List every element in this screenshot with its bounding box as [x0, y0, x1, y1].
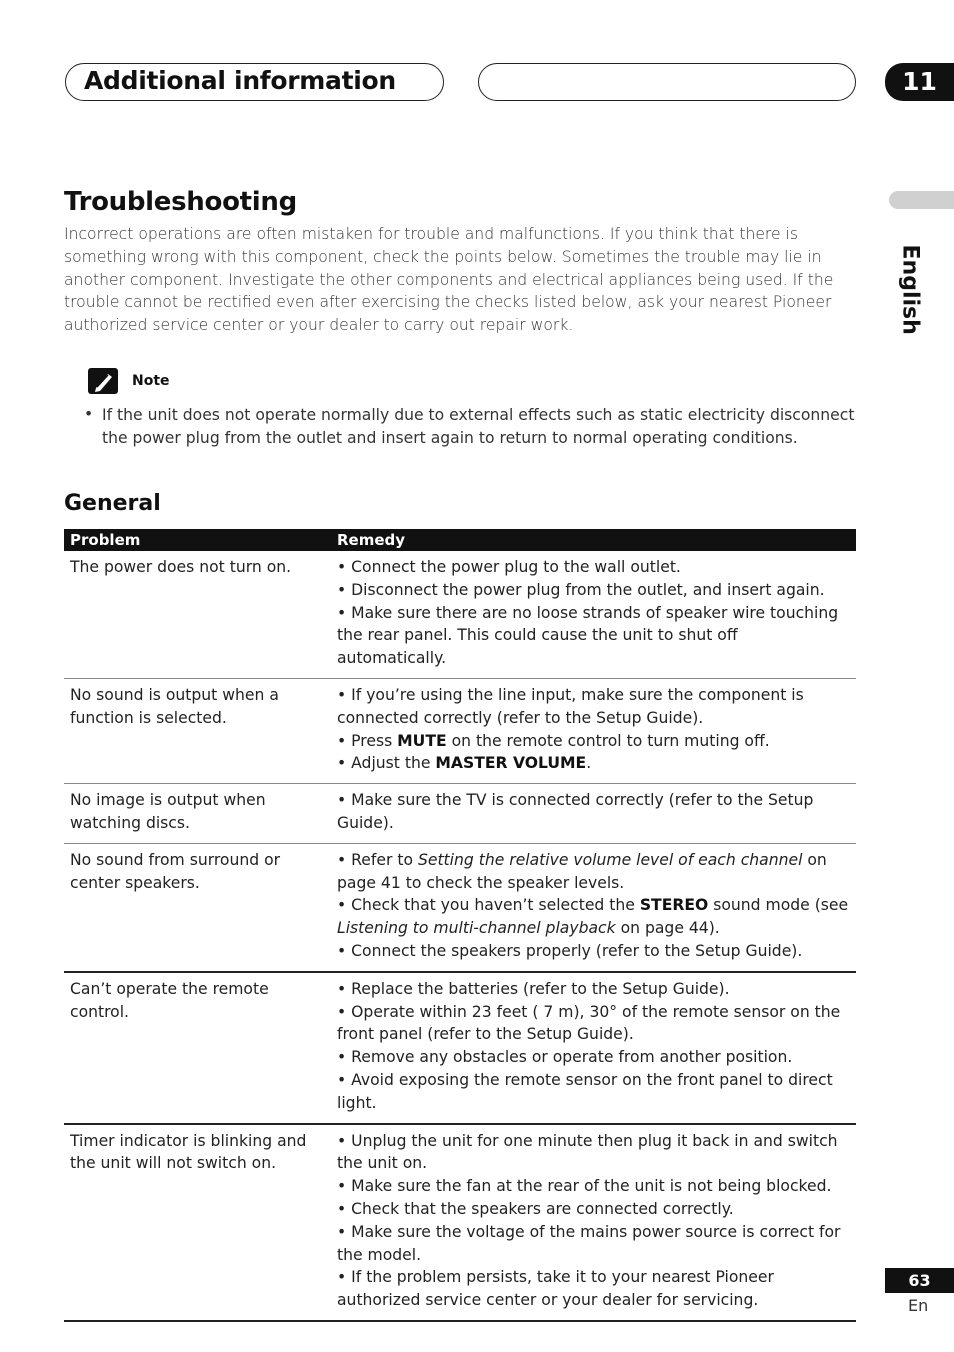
remedy-line: • Disconnect the power plug from the outlet, and insert again.: [337, 580, 825, 599]
page-number: 63: [885, 1268, 954, 1293]
problem-cell: Can’t operate the remote control.: [64, 972, 331, 1124]
remedy-cell: [331, 678, 856, 783]
note-label: Note: [132, 373, 170, 389]
problem-column-header: Problem: [64, 529, 331, 551]
chapter-number: 11: [885, 63, 954, 101]
note-text: If the unit does not operate normally due to external effects such as static electricity disconnect the power plug from the outlet and insert again to return to normal operating conditions.: [102, 406, 855, 447]
mute-keyword: MUTE: [397, 731, 447, 750]
remedy-cell: [331, 972, 856, 1124]
general-heading: General: [64, 491, 161, 516]
remedy-line: • Remove any obstacles or operate from another position.: [337, 1048, 793, 1067]
remedy-cell: [331, 784, 856, 844]
remedy-line: • Make sure there are no loose strands of speaker wire touching the rear panel. This could cause the unit to shut off automatically.: [337, 603, 839, 668]
stereo-keyword: STEREO: [639, 896, 709, 915]
header-blank-box: [478, 63, 856, 101]
remedy-line: • Check that the speakers are connected correctly.: [337, 1199, 734, 1218]
problem-cell: No sound is output when a function is selected.: [64, 678, 331, 783]
page-language: En: [908, 1296, 929, 1315]
cross-reference: Listening to multi-channel playback: [337, 919, 616, 938]
remedy-line: • Operate within 23 feet ( 7 m), 30° of the remote sensor on the front panel (refer to the Setup Guide).: [337, 1002, 841, 1044]
troubleshooting-table: [64, 529, 856, 1322]
intro-paragraph: Incorrect operations are often mistaken for trouble and malfunctions. If you think that there is something wrong with this component, check the points below. Sometimes the trouble may lie in another component. Investigate the other components and electrical appliances being used. If the trouble cannot be rectified even after exercising the checks listed below, ask your nearest Pioneer authorized service center or your dealer to carry out repair work.: [64, 225, 834, 335]
remedy-line: • Check that you haven’t selected the STEREO sound mode (see Listening to multi-channel playback on page 44).: [337, 896, 849, 938]
table-row: [64, 843, 856, 971]
remedy-line: • Make sure the fan at the rear of the unit is not being blocked.: [337, 1177, 832, 1196]
remedy-line: • Adjust the MASTER VOLUME.: [337, 754, 592, 773]
language-label: English: [897, 244, 923, 335]
table-row: [64, 678, 856, 783]
language-tab: [889, 191, 954, 209]
cross-reference: Setting the relative volume level of each channel: [417, 850, 803, 869]
remedy-line: • If you’re using the line input, make sure the component is connected correctly (refer to the Setup Guide).: [337, 685, 804, 727]
problem-cell: No sound from surround or center speakers.: [64, 843, 331, 971]
table-header-row: [64, 529, 856, 551]
section-header: [65, 63, 444, 101]
remedy-line: • If the problem persists, take it to your nearest Pioneer authorized service center or your dealer for servicing.: [337, 1268, 774, 1310]
problem-cell: No image is output when watching discs.: [64, 784, 331, 844]
table-row: [64, 784, 856, 844]
remedy-cell: [331, 551, 856, 678]
note-bullet: •: [84, 405, 94, 423]
remedy-line: • Unplug the unit for one minute then plug it back in and switch the unit on.: [337, 1131, 838, 1173]
problem-cell: Timer indicator is blinking and the unit will not switch on.: [64, 1124, 331, 1321]
remedy-line: • Refer to Setting the relative volume level of each channel on page 41 to check the speaker levels.: [337, 850, 827, 892]
problem-cell: The power does not turn on.: [64, 551, 331, 678]
remedy-line: • Press MUTE on the remote control to turn muting off.: [337, 731, 770, 750]
table-row: [64, 551, 856, 678]
remedy-line: • Make sure the voltage of the mains power source is correct for the model.: [337, 1222, 841, 1264]
remedy-line: • Connect the power plug to the wall outlet.: [337, 558, 681, 576]
remedy-line: • Replace the batteries (refer to the Setup Guide).: [337, 979, 730, 998]
master-volume-keyword: MASTER VOLUME: [435, 754, 587, 773]
table-row: [64, 972, 856, 1124]
remedy-column-header: Remedy: [331, 529, 856, 551]
pencil-icon: [88, 368, 118, 394]
remedy-cell: [331, 843, 856, 971]
remedy-line: • Make sure the TV is connected correctly (refer to the Setup Guide).: [337, 791, 814, 832]
section-title: Additional information: [84, 66, 396, 95]
page-title: Troubleshooting: [64, 187, 297, 217]
table-row: [64, 1124, 856, 1321]
remedy-line: • Connect the speakers properly (refer to the Setup Guide).: [337, 941, 803, 960]
remedy-cell: [331, 1124, 856, 1321]
remedy-line: • Avoid exposing the remote sensor on the front panel to direct light.: [337, 1070, 833, 1112]
